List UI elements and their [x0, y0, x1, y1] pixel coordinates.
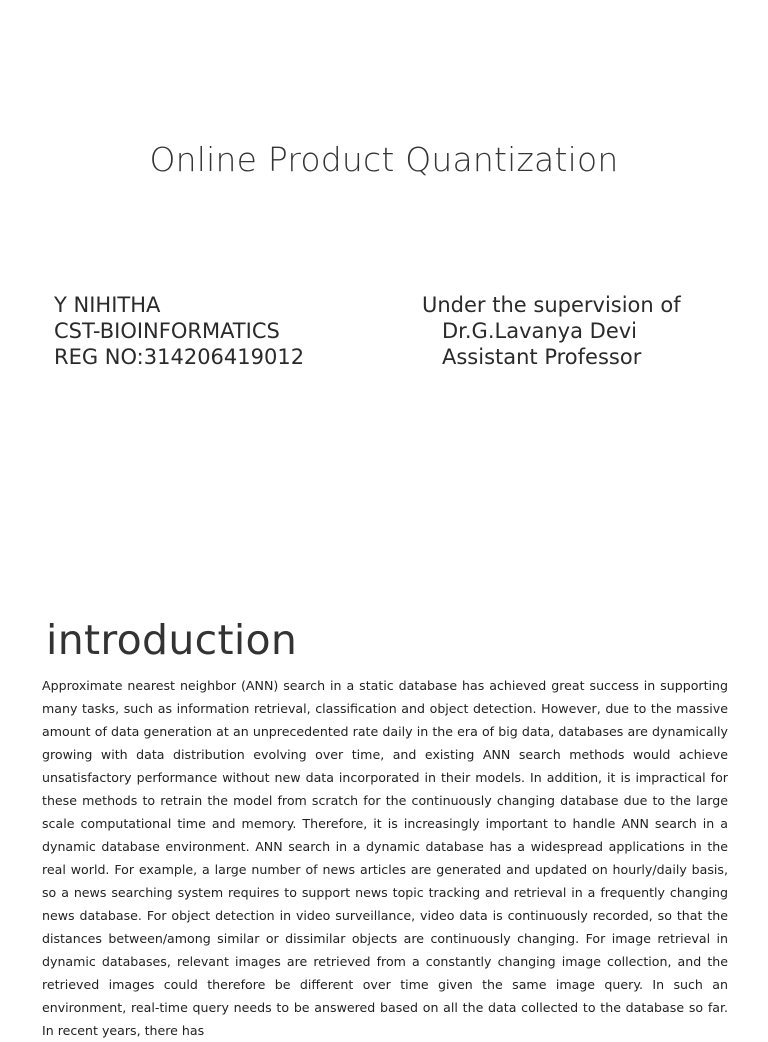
- supervisor-designation: Assistant Professor: [442, 345, 642, 369]
- supervisor-intro: Under the supervision of: [422, 293, 681, 317]
- author-department: CST-BIOINFORMATICS: [54, 319, 280, 343]
- supervisor-block: [422, 292, 681, 370]
- author-reg-no: REG NO:314206419012: [54, 345, 305, 369]
- introduction-heading: introduction: [46, 616, 298, 664]
- slide-title: Online Product Quantization: [149, 140, 619, 179]
- author-name: Y NIHITHA: [54, 293, 161, 317]
- author-block: [54, 292, 304, 370]
- introduction-body: Approximate nearest neighbor (ANN) search in a static database has achieved great success in supporting many tasks, such as information retrieval, classification and object detection. However, due to the massive amount of data generation at an unprecedented rate daily in the era of big data, databases are dynamically growing with data distribution evolving over time, and existing ANN search methods would achieve unsatisfactory performance without new data incorporated in their models. In addition, it is impractical for these methods to retrain the model from scratch for the continuously changing database due to the large scale computational time and memory. Therefore, it is increasingly important to handle ANN search in a dynamic database environment. ANN search in a dynamic database has a widespread applications in the real world. For example, a large number of news articles are generated and updated on hourly/daily basis, so a news searching system requires to support news topic tracking and retrieval in a frequently changing news database. For object detection in video surveillance, video data is continuously recorded, so that the distances between/among similar or dissimilar objects are continuously changing. For image retrieval in dynamic databases, relevant images are retrieved from a constantly changing image collection, and the retrieved images could therefore be different over time given the same image query. In such an environment, real-time query needs to be answered based on all the data collected to the database so far. In recent years, there has: [42, 678, 728, 1038]
- supervisor-name: Dr.G.Lavanya Devi: [442, 319, 637, 343]
